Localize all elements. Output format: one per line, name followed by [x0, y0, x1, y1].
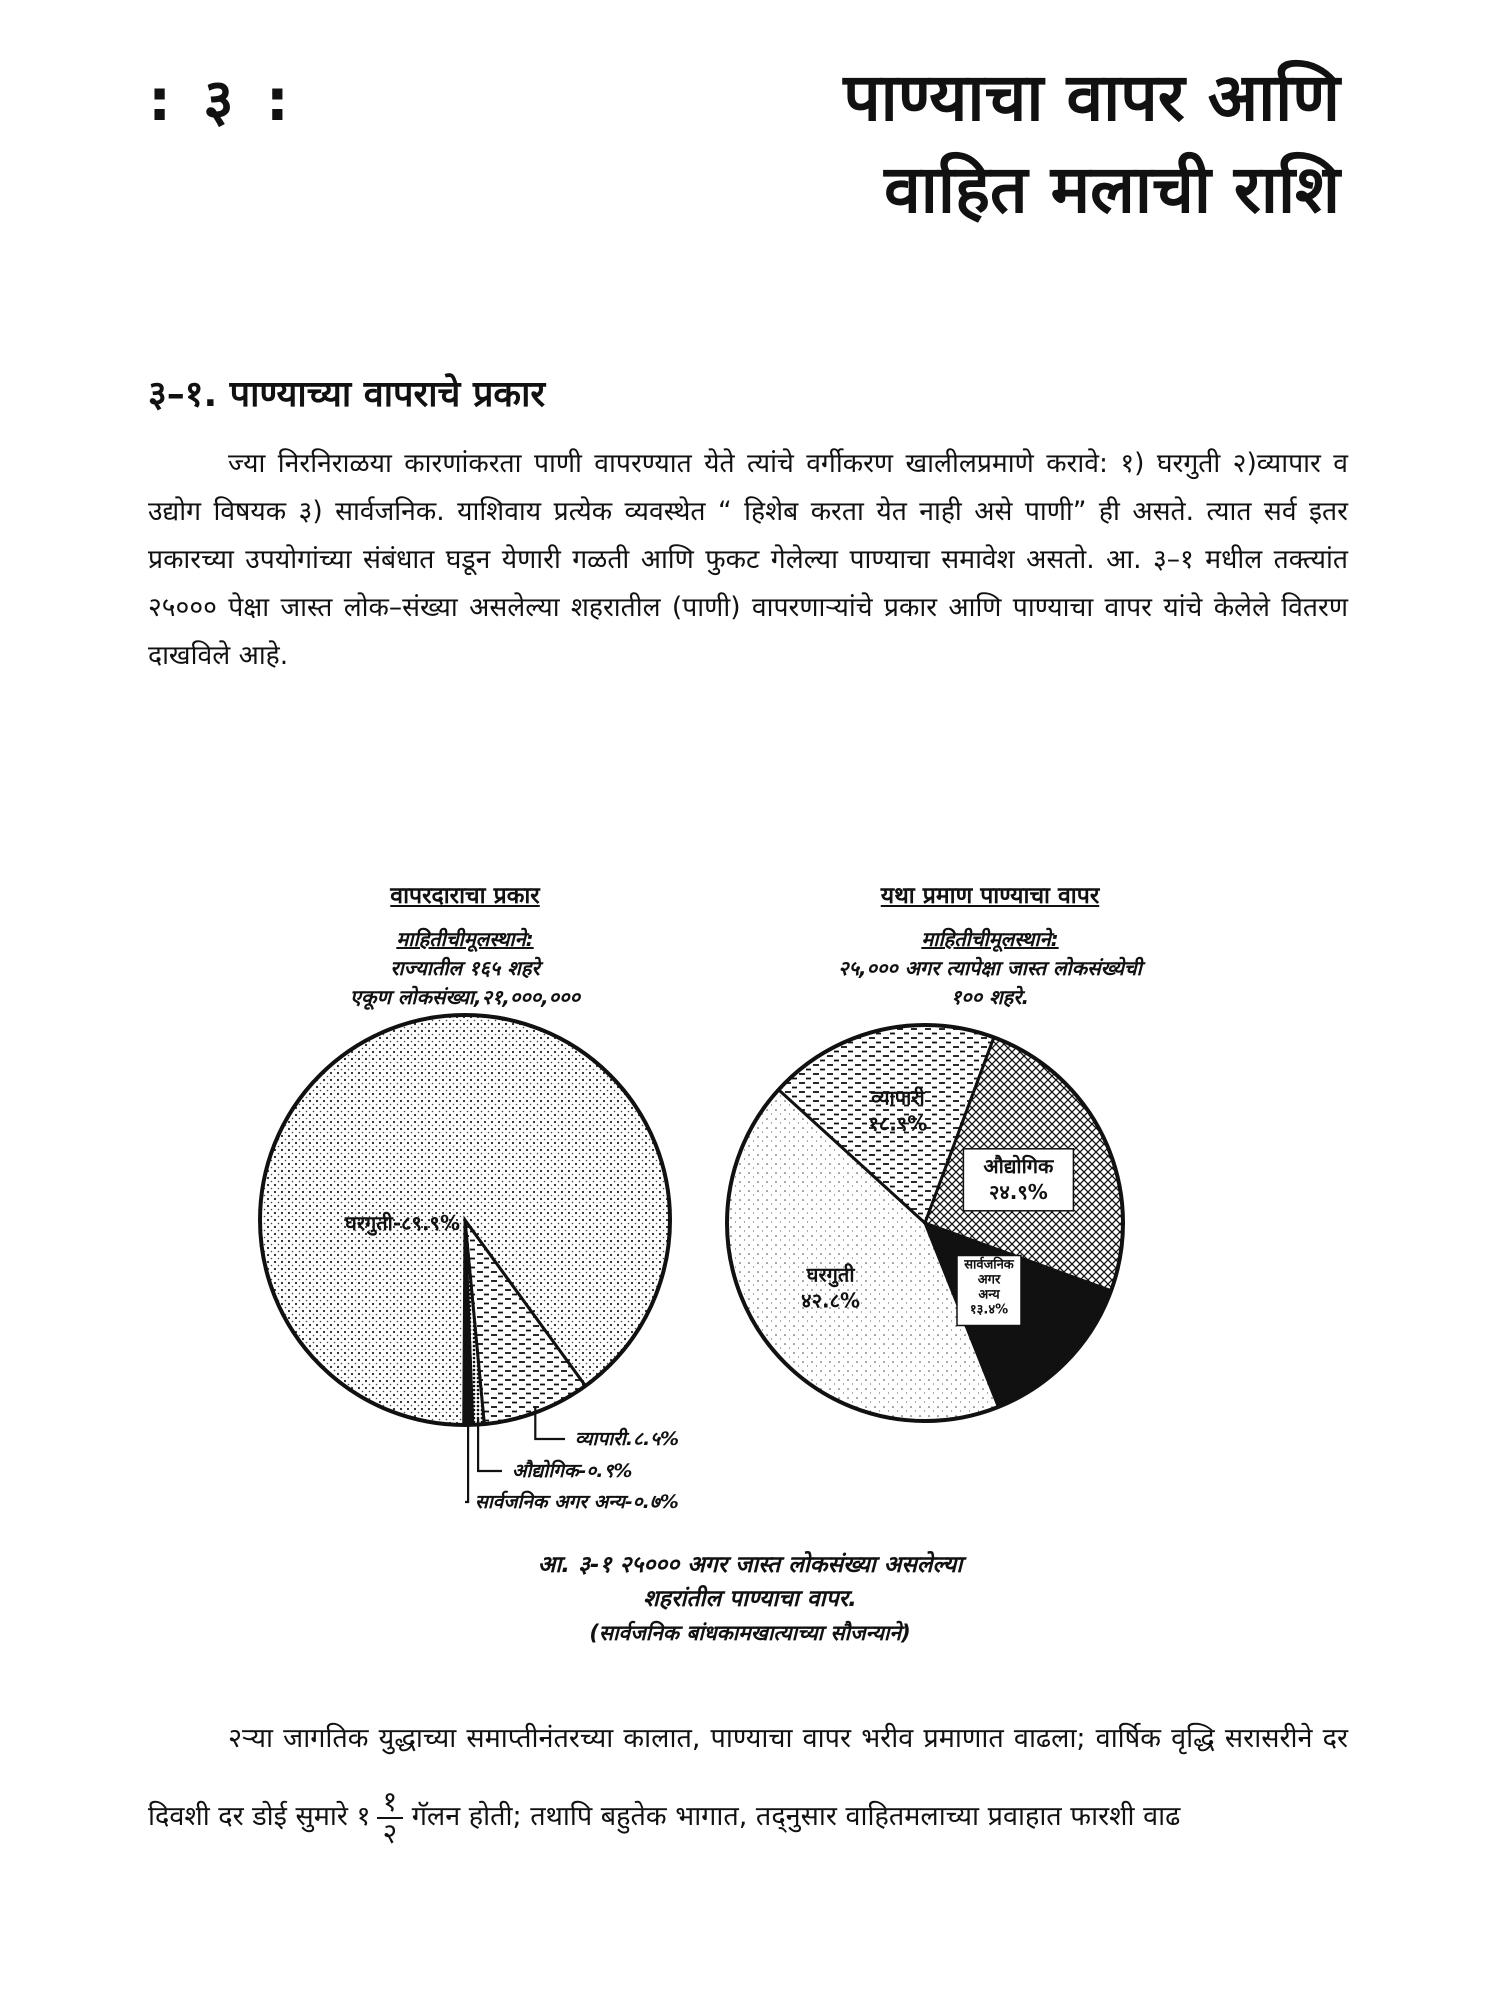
slice-label-public-other: अन्य — [978, 1287, 1000, 1303]
intro-paragraph: ज्या निरनिराळया कारणांकरता पाणी वापरण्यात येते त्यांचे वर्गीकरण खालीलप्रमाणे करावे: १) घरगुती २)व्यापार व उद्योग विषयक ३) सार्वजनिक. याशिवाय प्रत्येक व्यवस्थेत “ हिशेब करता येत नाही असे पाणी” ही असते. त्यात सर्व इतर प्रकारच्या उपयोगांच्या संबंधात घडून येणारी गळती आणि फुकट गेलेल्या पाण्याचा समावेश असतो. आ. ३–१ मधील तक्त्यांत २५००० पेक्षा जास्त लोक–संख्या असलेल्या शहरातील (पाणी) वापरणाऱ्यांचे प्रकार आणि पाण्याचा वापर यांचे केलेले वितरण दाखविले आहे. — [148, 448, 1348, 671]
callout-line-public-other — [465, 1419, 468, 1502]
right-chart-source-heading: माहितीचीमूलस्थाने: — [921, 927, 1059, 951]
second-paragraph — [148, 1700, 1348, 1856]
chapter-title-line-1: पाण्याचा वापर आणि — [843, 59, 1340, 136]
right-chart-title: यथा प्रमाण पाण्याचा वापर — [880, 883, 1100, 909]
slice-label-public-other: १३.४% — [969, 1302, 1009, 1318]
slice-label-domestic: ४२.८% — [801, 1288, 861, 1313]
fraction-denominator: २ — [382, 1816, 398, 1850]
slice-label-industrial: २४.९% — [988, 1179, 1048, 1204]
figure-caption-credit: (सार्वजनिक बांधकामखात्याच्या सौजन्याने) — [589, 1621, 911, 1645]
second-paragraph-text: २ऱ्या जागतिक युद्धाच्या समाप्तीनंतरच्या कालात, पाण्याचा वापर भरीव प्रमाणात वाढला; वार्षिक वृद्धि सरासरीने दर दिवशी दर डोई सुमारे १ — [148, 1723, 1348, 1832]
slice-label-public-other: अगर — [977, 1272, 1001, 1288]
pie-slice-domestic — [260, 1015, 670, 1425]
callout-label-commercial: व्यापारी.८.५% — [575, 1428, 680, 1450]
section-heading: ३–१. पाण्याच्या वापराचे प्रकार — [148, 374, 546, 415]
callout-label-industrial: औद्योगिक-०.९% — [512, 1460, 633, 1482]
figure-caption — [150, 1548, 1350, 1650]
second-paragraph-continuation: गॅलन होती; तथापि बहुतेक भागात, तद्नुसार वाहितमलाच्या प्रवाहात फारशी वाढ — [411, 1801, 1181, 1832]
fraction-numerator: १ — [377, 1787, 404, 1819]
left-chart-source-line-2: एकूण लोकसंख्या,२१,०००,००० — [350, 985, 580, 1009]
right-chart-source-line-2: १०० शहरे. — [950, 985, 1030, 1009]
chapter-title-line-2: वाहित मलाची राशि — [884, 151, 1340, 229]
chapter-number: : ३ : — [148, 66, 295, 134]
right-chart-source-line-1: २५,००० अगर त्यापेक्षा जास्त लोकसंख्येची — [838, 956, 1142, 980]
slice-label-commercial: १८.९% — [868, 1111, 928, 1136]
left-chart-source-line-1: राज्यातील १६५ शहरे — [390, 956, 540, 980]
slice-label-industrial: औद्योगिक — [983, 1153, 1054, 1178]
right-pie-chart — [727, 1025, 1123, 1421]
left-chart-source-heading: माहितीचीमूलस्थाने: — [396, 927, 534, 951]
figure-caption-line-2: शहरांतील पाण्याचा वापर. — [643, 1586, 857, 1612]
callout-line-industrial — [478, 1419, 502, 1471]
callout-label-public-other: सार्वजनिक अगर अन्य-०.७% — [475, 1491, 679, 1513]
slice-label-commercial: व्यापारी — [871, 1085, 925, 1110]
fraction-one-half — [377, 1784, 404, 1850]
left-chart-title: वापरदाराचा प्रकार — [390, 883, 540, 909]
left-pie-chart — [260, 1015, 679, 1513]
slice-label-domestic: घरगुती-८९.९% — [345, 1211, 460, 1235]
slice-label-domestic: घरगुती — [806, 1262, 855, 1287]
figure-caption-line-1: आ. ३-१ २५००० अगर जास्त लोकसंख्या असलेल्या — [537, 1552, 963, 1578]
slice-label-public-other: सार्वजनिक — [964, 1257, 1014, 1273]
